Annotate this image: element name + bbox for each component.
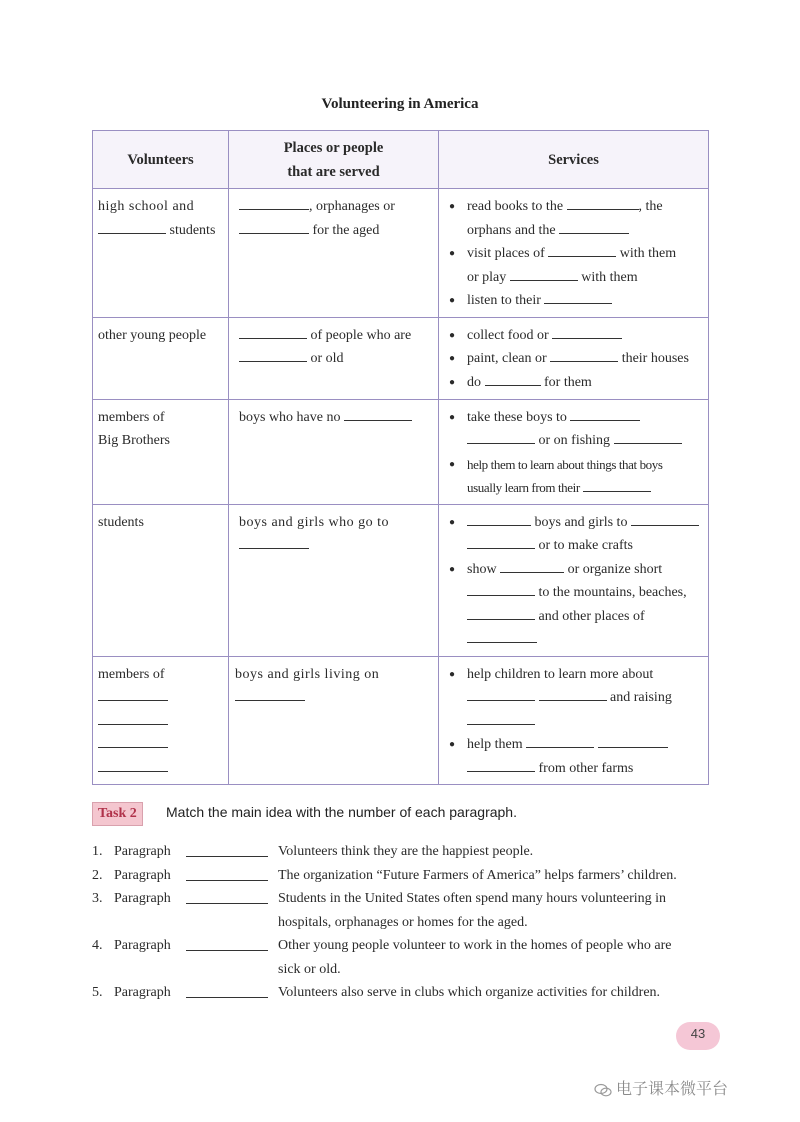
- cell-text: help children to learn more about: [467, 666, 654, 682]
- cell-text: collect food or: [467, 327, 549, 343]
- list-item: [92, 887, 712, 934]
- cell-text: Big Brothers: [98, 433, 170, 448]
- fill-blank[interactable]: [526, 733, 594, 748]
- table-row: [93, 399, 709, 504]
- cell-places: [229, 189, 439, 318]
- cell-places: [229, 317, 439, 399]
- cell-text: students: [169, 222, 216, 238]
- fill-blank[interactable]: [239, 347, 307, 362]
- service-item: [445, 347, 702, 371]
- item-text: Other young people volunteer to work in the homes of people who are: [278, 938, 672, 953]
- fill-blank[interactable]: [550, 347, 618, 362]
- cell-text: usually learn from their: [467, 480, 580, 495]
- answer-blank[interactable]: [186, 903, 268, 904]
- fill-blank[interactable]: [467, 605, 535, 620]
- fill-blank[interactable]: [548, 242, 616, 257]
- fill-blank[interactable]: [239, 195, 309, 210]
- item-text: sick or old.: [278, 961, 341, 977]
- fill-blank[interactable]: [544, 289, 612, 304]
- header-volunteers: Volunteers: [93, 131, 229, 189]
- item-text: Volunteers think they are the happiest people.: [278, 844, 534, 859]
- fill-blank[interactable]: [239, 534, 309, 549]
- fill-blank[interactable]: [467, 686, 535, 701]
- fill-blank[interactable]: [98, 757, 168, 772]
- cell-text: read books to the: [467, 199, 564, 214]
- cell-text: their houses: [621, 351, 689, 366]
- service-item: [445, 511, 702, 558]
- cell-services: [439, 189, 709, 318]
- item-label: Paragraph: [114, 867, 171, 883]
- cell-text: other young people: [98, 327, 207, 343]
- fill-blank[interactable]: [235, 686, 305, 701]
- cell-text: of people who are: [310, 327, 412, 343]
- fill-blank[interactable]: [98, 733, 168, 748]
- fill-blank[interactable]: [98, 219, 166, 234]
- cell-text: do: [467, 374, 481, 390]
- task-items: [92, 840, 712, 1005]
- task-badge: Task 2: [92, 802, 143, 826]
- cell-volunteers: [93, 504, 229, 656]
- item-number: 5.: [92, 985, 103, 1000]
- table-row: [93, 504, 709, 656]
- item-number: 1.: [92, 844, 103, 859]
- cell-text: or organize short: [567, 561, 663, 577]
- fill-blank[interactable]: [552, 324, 622, 339]
- cell-services: [439, 656, 709, 785]
- cell-text: help them: [467, 737, 523, 752]
- service-item: [445, 242, 702, 289]
- service-item: [445, 406, 702, 453]
- watermark: [594, 1076, 728, 1099]
- item-text: hospitals, orphanages or homes for the aged.: [278, 914, 528, 930]
- cell-text: or on fishing: [538, 433, 611, 448]
- cell-text: or play: [467, 269, 507, 285]
- service-item: [445, 733, 702, 780]
- fill-blank[interactable]: [567, 195, 639, 210]
- item-text: The organization “Future Farmers of America” helps farmers’ children.: [278, 867, 677, 883]
- answer-blank[interactable]: [186, 997, 268, 998]
- item-label: Paragraph: [114, 938, 171, 953]
- fill-blank[interactable]: [631, 511, 699, 526]
- cell-text: take these boys to: [467, 409, 567, 425]
- table-row: [93, 189, 709, 318]
- volunteering-table: [92, 130, 709, 785]
- cell-volunteers: [93, 399, 229, 504]
- item-text: Students in the United States often spend many hours volunteering in: [278, 891, 667, 906]
- fill-blank[interactable]: [467, 628, 537, 643]
- item-label: Paragraph: [114, 891, 171, 906]
- fill-blank[interactable]: [467, 534, 535, 549]
- cell-volunteers: [93, 189, 229, 318]
- item-label: Paragraph: [114, 844, 171, 859]
- page-number: 43: [676, 1022, 720, 1050]
- item-text: Volunteers also serve in clubs which organize activities for children.: [278, 985, 661, 1000]
- fill-blank[interactable]: [583, 477, 651, 492]
- cell-services: [439, 317, 709, 399]
- cell-text: show: [467, 561, 497, 577]
- cell-text: boys who have no: [239, 409, 341, 425]
- service-item: [445, 371, 702, 395]
- fill-blank[interactable]: [485, 371, 541, 386]
- cell-places: [229, 656, 439, 785]
- answer-blank[interactable]: [186, 856, 268, 857]
- cell-text: visit places of: [467, 246, 545, 261]
- page-title: Volunteering in America: [321, 96, 479, 112]
- cell-text: help them to learn about things that boys: [467, 456, 663, 472]
- fill-blank[interactable]: [539, 686, 607, 701]
- service-item: [445, 558, 702, 652]
- header-places: [229, 131, 439, 189]
- fill-blank[interactable]: [467, 757, 535, 772]
- table-header-row: [93, 131, 709, 189]
- service-item: [445, 453, 702, 500]
- list-item: [92, 934, 712, 981]
- cell-text: boys and girls who go to: [239, 514, 390, 530]
- fill-blank[interactable]: [344, 406, 412, 421]
- fill-blank[interactable]: [510, 266, 578, 281]
- cell-text: members of: [98, 409, 165, 425]
- header-services: Services: [439, 131, 709, 189]
- list-item: [92, 864, 712, 888]
- cell-text: or to make crafts: [538, 538, 633, 553]
- cell-text: students: [98, 514, 144, 530]
- cell-text: and other places of: [538, 608, 645, 624]
- table-row: [93, 656, 709, 785]
- fill-blank[interactable]: [467, 710, 535, 725]
- item-number: 4.: [92, 938, 103, 953]
- cell-volunteers: [93, 317, 229, 399]
- fill-blank[interactable]: [467, 429, 535, 444]
- cell-text: to the mountains, beaches,: [538, 585, 687, 600]
- fill-blank[interactable]: [614, 429, 682, 444]
- cell-services: [439, 504, 709, 656]
- cell-text: and raising: [610, 690, 672, 705]
- cell-volunteers: [93, 656, 229, 785]
- item-number: 3.: [92, 891, 103, 906]
- cell-text: with them: [619, 246, 677, 261]
- cell-places: [229, 399, 439, 504]
- service-item: [445, 663, 702, 734]
- cell-text: high school and: [98, 199, 195, 214]
- cell-text: for them: [544, 374, 592, 390]
- list-item: [92, 840, 712, 864]
- fill-blank[interactable]: [98, 710, 168, 725]
- cell-text: , orphanages or: [309, 199, 395, 214]
- fill-blank[interactable]: [239, 324, 307, 339]
- cell-text: orphans and the: [467, 222, 556, 238]
- service-item: [445, 195, 702, 242]
- list-item: [92, 981, 712, 1005]
- service-item: [445, 289, 702, 313]
- header-places-line1: Places or people: [283, 140, 384, 156]
- fill-blank[interactable]: [98, 686, 168, 701]
- header-places-line2: that are served: [287, 163, 380, 180]
- fill-blank[interactable]: [559, 219, 629, 234]
- item-number: 2.: [92, 867, 103, 883]
- cell-text: members of: [98, 666, 165, 682]
- cell-text: listen to their: [467, 293, 541, 308]
- fill-blank[interactable]: [467, 511, 531, 526]
- cell-text: or old: [310, 351, 344, 366]
- answer-blank[interactable]: [186, 880, 268, 881]
- cell-services: [439, 399, 709, 504]
- table-row: [93, 317, 709, 399]
- cell-text: , the: [638, 199, 663, 214]
- service-item: [445, 324, 702, 348]
- item-label: Paragraph: [114, 985, 171, 1000]
- cell-text: from other farms: [538, 760, 634, 776]
- fill-blank[interactable]: [500, 558, 564, 573]
- cell-text: boys and girls to: [534, 514, 628, 530]
- cell-text: paint, clean or: [467, 351, 547, 366]
- wechat-icon: [594, 1083, 612, 1097]
- fill-blank[interactable]: [239, 219, 309, 234]
- cell-text: with them: [581, 269, 638, 285]
- task-instruction: Match the main idea with the number of each paragraph.: [166, 804, 517, 820]
- fill-blank[interactable]: [598, 733, 668, 748]
- fill-blank[interactable]: [467, 581, 535, 596]
- cell-places: [229, 504, 439, 656]
- cell-text: for the aged: [312, 222, 380, 238]
- cell-text: boys and girls living on: [235, 666, 380, 682]
- task-header: [92, 802, 708, 826]
- fill-blank[interactable]: [570, 406, 640, 421]
- watermark-text: 电子课本微平台: [616, 1079, 729, 1098]
- answer-blank[interactable]: [186, 950, 268, 951]
